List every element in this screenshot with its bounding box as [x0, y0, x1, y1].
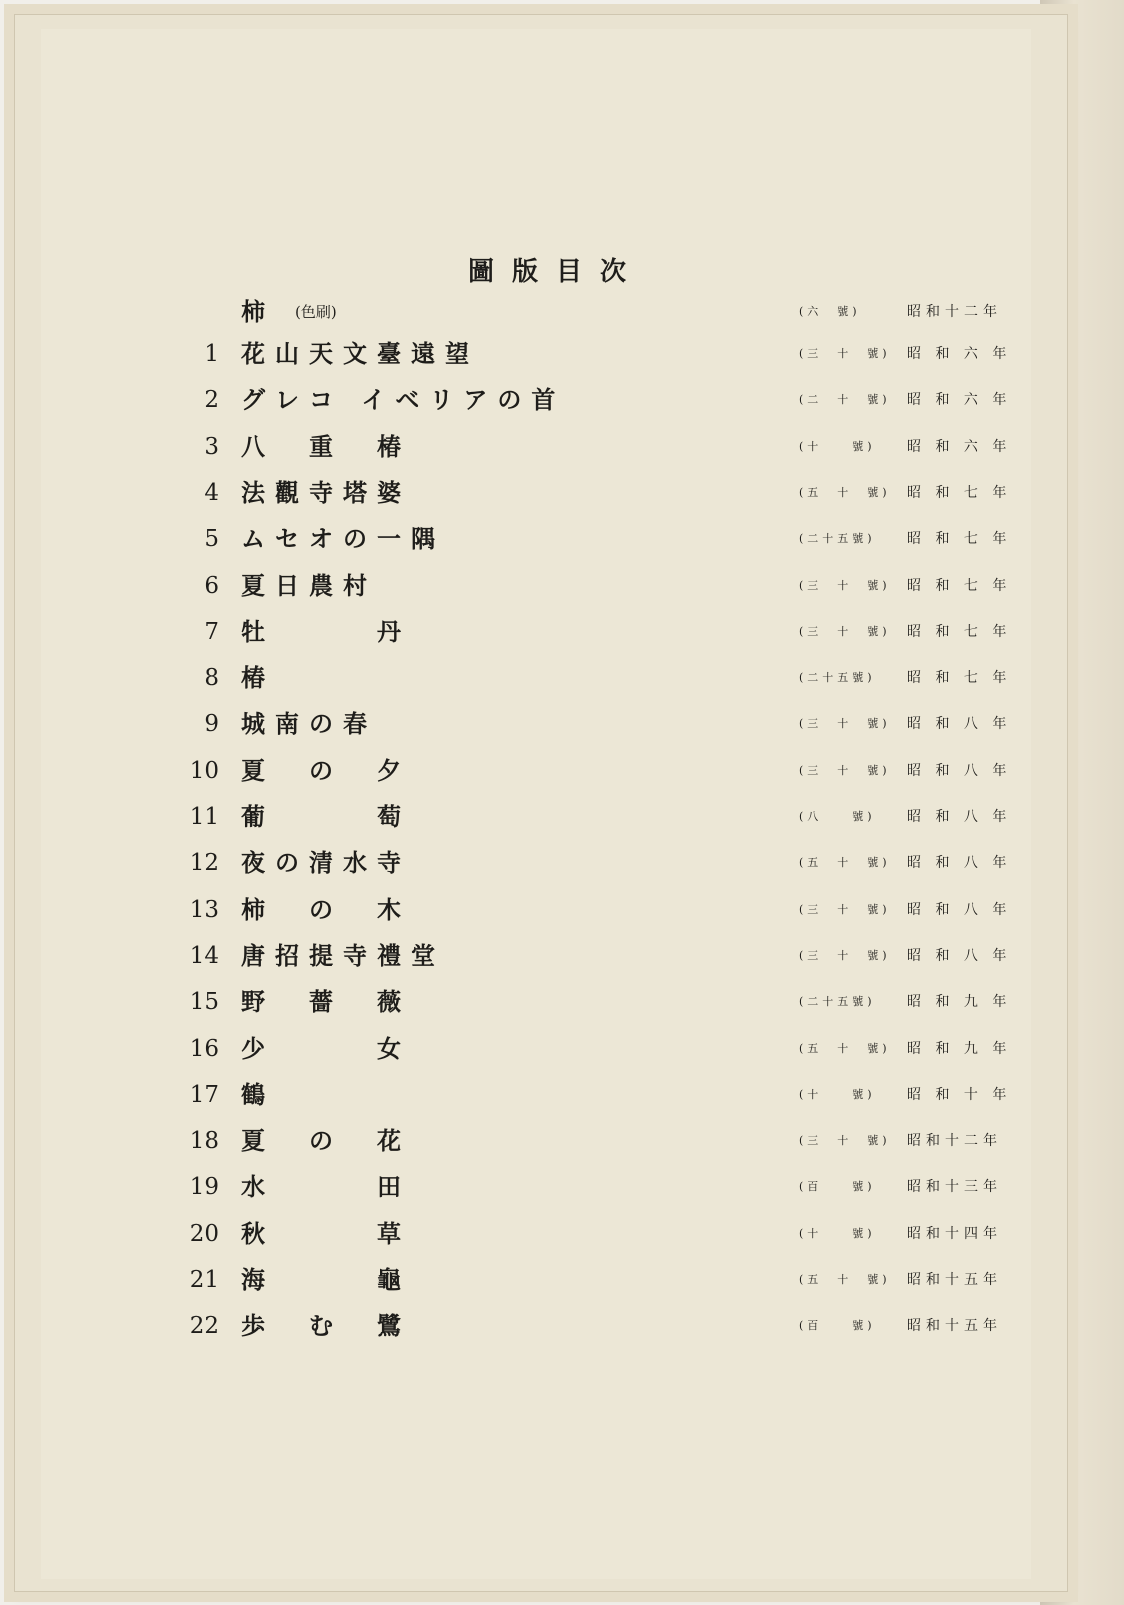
entry-name: 夏 の 花 [241, 1126, 411, 1155]
entry-issue: (二十五號) [799, 995, 876, 1008]
entry-number: 16 [189, 1036, 219, 1062]
entry-name: 海 龜 [241, 1265, 411, 1294]
plate-entry [41, 1306, 1031, 1346]
entry-issue: (二十五號) [799, 671, 876, 684]
entry-issue: (三 十 號) [799, 347, 891, 360]
entry-number: 2 [204, 387, 219, 413]
plate-entry [41, 982, 1031, 1022]
entry-year: 昭和十二年 [907, 304, 1002, 320]
plate-entry [41, 1260, 1031, 1300]
entry-issue: (十 號) [799, 440, 876, 453]
plate-entry [41, 843, 1031, 883]
entry-year: 昭 和 九 年 [907, 994, 1012, 1010]
entry-year: 昭和十二年 [907, 1133, 1002, 1149]
entry-number: 10 [189, 758, 219, 784]
entry-name: 少 女 [241, 1034, 411, 1063]
entry-issue: (三 十 號) [799, 903, 891, 916]
entry-year: 昭 和 八 年 [907, 855, 1012, 871]
entry-number: 5 [204, 526, 219, 552]
entry-name: グレコ イベリアの首 [241, 385, 566, 414]
entry-year: 昭 和 七 年 [907, 578, 1012, 594]
entry-issue: (三 十 號) [799, 625, 891, 638]
entry-name: 唐招提寺禮堂 [241, 941, 445, 970]
plate-entry [41, 797, 1031, 837]
entry-name: 牡 丹 [241, 617, 411, 646]
entry-name: 法觀寺塔婆 [241, 478, 411, 507]
entry-issue: (三 十 號) [799, 1134, 891, 1147]
entry-name: 水 田 [241, 1172, 411, 1201]
plate-entry [41, 1167, 1031, 1207]
plate-entry [41, 890, 1031, 930]
entry-number: 17 [189, 1082, 219, 1108]
plate-entry [41, 1214, 1031, 1254]
entry-name: 椿 [241, 663, 275, 692]
entry-name: 歩 む 鷺 [241, 1311, 411, 1340]
entry-name: 夜の清水寺 [241, 848, 411, 877]
entry-year: 昭和十四年 [907, 1226, 1002, 1242]
plate-entry [41, 704, 1031, 744]
entry-number: 9 [204, 711, 219, 737]
entry-issue: (十 號) [799, 1088, 876, 1101]
entry-name: 柿 [241, 297, 275, 326]
entry-name: 柿 の 木 [241, 895, 411, 924]
entry-year: 昭 和 八 年 [907, 763, 1012, 779]
entry-name: 八 重 椿 [241, 432, 411, 461]
entry-name: ムセオの一隅 [241, 524, 445, 553]
entry-issue: (六 號) [799, 305, 861, 318]
entry-number: 11 [189, 804, 219, 830]
entry-number: 15 [189, 989, 219, 1015]
entry-year: 昭 和 八 年 [907, 948, 1012, 964]
entry-number: 19 [189, 1174, 219, 1200]
entry-year: 昭 和 七 年 [907, 531, 1012, 547]
entry-name: 城南の春 [241, 709, 377, 738]
entry-name: 秋 草 [241, 1219, 411, 1248]
plate-entry [41, 473, 1031, 513]
entry-year: 昭 和 七 年 [907, 670, 1012, 686]
entry-issue: (三 十 號) [799, 579, 891, 592]
entry-year: 昭 和 八 年 [907, 716, 1012, 732]
plate-entry [41, 1075, 1031, 1115]
plate-entry [41, 751, 1031, 791]
plate-entry [41, 936, 1031, 976]
entry-name: 花山天文臺遠望 [241, 339, 479, 368]
entry-year: 昭 和 七 年 [907, 485, 1012, 501]
entry-number: 3 [204, 434, 219, 460]
entry-issue: (二 十 號) [799, 393, 891, 406]
entry-issue: (五 十 號) [799, 486, 891, 499]
entry-number: 21 [189, 1267, 219, 1293]
entry-issue: (八 號) [799, 810, 876, 823]
entry-number: 1 [204, 341, 219, 367]
entry-number: 13 [189, 897, 219, 923]
entry-number: 22 [189, 1313, 219, 1339]
plate-entry [41, 1121, 1031, 1161]
entry-issue: (百 號) [799, 1180, 876, 1193]
plate-entry [41, 380, 1031, 420]
entry-issue: (三 十 號) [799, 949, 891, 962]
entry-number: 4 [204, 480, 219, 506]
entry-issue: (三 十 號) [799, 764, 891, 777]
entry-year: 昭和十五年 [907, 1272, 1002, 1288]
entry-year: 昭 和 六 年 [907, 346, 1012, 362]
entry-issue: (五 十 號) [799, 856, 891, 869]
entry-year: 昭 和 六 年 [907, 439, 1012, 455]
entry-number: 14 [189, 943, 219, 969]
entry-name: 夏 の 夕 [241, 756, 411, 785]
entry-name: 野 薔 薇 [241, 987, 411, 1016]
plate-entry [41, 1029, 1031, 1069]
frontispiece-entry [41, 292, 1031, 332]
entry-year: 昭 和 八 年 [907, 809, 1012, 825]
entry-number: 20 [189, 1221, 219, 1247]
entry-name: 葡 萄 [241, 802, 411, 831]
entry-number: 8 [204, 665, 219, 691]
plate-entry [41, 519, 1031, 559]
entry-year: 昭和十五年 [907, 1318, 1002, 1334]
entry-issue: (二十五號) [799, 532, 876, 545]
entry-issue: (五 十 號) [799, 1273, 891, 1286]
entry-name: 鶴 [241, 1080, 275, 1109]
entry-year: 昭 和 八 年 [907, 902, 1012, 918]
plate-entry [41, 658, 1031, 698]
entry-number: 12 [189, 850, 219, 876]
entry-issue: (十 號) [799, 1227, 876, 1240]
plate-entry [41, 612, 1031, 652]
entry-year: 昭 和 七 年 [907, 624, 1012, 640]
entry-issue: (五 十 號) [799, 1042, 891, 1055]
entry-year: 昭和十三年 [907, 1179, 1002, 1195]
entry-year: 昭 和 十 年 [907, 1087, 1012, 1103]
page-title: 圖版目次 [467, 257, 644, 287]
entry-issue: (百 號) [799, 1319, 876, 1332]
entry-number: 7 [204, 619, 219, 645]
plate-entry [41, 566, 1031, 606]
plate-entry [41, 334, 1031, 374]
entry-note: (色刷) [295, 303, 337, 321]
page [14, 14, 1068, 1592]
entry-number: 6 [204, 573, 219, 599]
entry-year: 昭 和 九 年 [907, 1041, 1012, 1057]
entry-name: 夏日農村 [241, 571, 377, 600]
entry-year: 昭 和 六 年 [907, 392, 1012, 408]
page-content [41, 29, 1031, 1579]
plate-entry [41, 427, 1031, 467]
entry-number: 18 [189, 1128, 219, 1154]
entry-issue: (三 十 號) [799, 717, 891, 730]
